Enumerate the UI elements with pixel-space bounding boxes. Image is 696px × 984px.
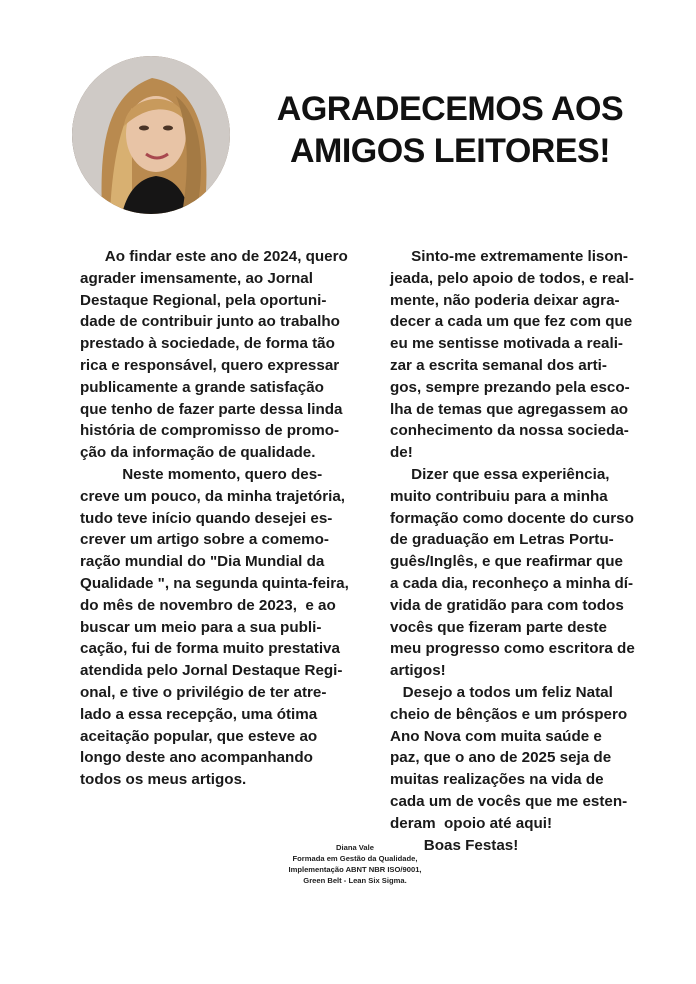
article-line: creve um pouco, da minha trajetória, (80, 487, 346, 505)
article-line: cação, fui de forma muito prestativa (80, 640, 340, 658)
article-line: guês/Inglês, e que reafirmar que (390, 553, 623, 571)
article-line: meu progresso como escritora de (390, 640, 635, 658)
article-line: Ao findar este ano de 2024, quero (80, 248, 348, 265)
article-line: buscar um meio para a sua publi- (80, 618, 322, 636)
article-line: Ano Nova com muita saúde e (390, 727, 602, 745)
signature-line: Green Belt - Lean Six Sigma. (303, 876, 407, 885)
article-line: Boas Festas! (390, 836, 519, 854)
article-line: crever um artigo sobre a comemo- (80, 531, 329, 549)
article-line: que tenho de fazer parte dessa linda (80, 400, 343, 418)
article-line: ção da informação de qualidade. (80, 444, 316, 462)
article-line: cada um de vocês que me esten- (390, 792, 628, 810)
signature-name: Diana Vale (336, 843, 374, 852)
article-line: vida de gratidão para com todos (390, 596, 624, 614)
article-line: todos os meus artigos. (80, 771, 247, 789)
article-line: muito contribuiu para a minha (390, 487, 608, 505)
author-photo-illustration (72, 56, 230, 214)
article-line: agrader imensamente, ao Jornal (80, 269, 313, 287)
article-line: história de compromisso de promo- (80, 422, 340, 440)
article-line: aceitação popular, que esteve ao (80, 727, 318, 745)
article-line: tudo teve início quando desejei es- (80, 509, 333, 527)
article-line: artigos! (390, 662, 446, 680)
article-line: paz, que o ano de 2025 seja de (390, 749, 612, 767)
article-line: ração mundial do "Dia Mundial da (80, 553, 325, 571)
article-line: do mês de novembro de 2023, e ao (80, 596, 336, 614)
article-line: lado a essa recepção, uma ótima (80, 705, 318, 723)
article-column-right (390, 246, 670, 856)
article-line: Sinto-me extremamente lison- (390, 248, 628, 265)
article-line: conhecimento da nossa socieda- (390, 422, 629, 440)
article-line: deram opoio até aqui! (390, 814, 553, 832)
signature-line: Implementação ABNT NBR ISO/9001, (288, 865, 422, 874)
article-line: eu me sentisse motivada a reali- (390, 335, 623, 353)
article-line: dade de contribuir junto ao trabalho (80, 313, 340, 331)
article-line: de! (390, 444, 413, 462)
article-line: Qualidade ", na segunda quinta-feira, (80, 574, 349, 592)
author-photo (72, 56, 230, 214)
article-line: publicamente a grande satisfação (80, 378, 324, 396)
article-line: jeada, pelo apoio de todos, e real- (390, 269, 634, 287)
title-line-1: AGRADECEMOS AOS (276, 90, 624, 128)
article-line: Desejo a todos um feliz Natal (390, 683, 613, 701)
article-line: formação como docente do curso (390, 509, 634, 527)
article-line: muitas realizações na vida de (390, 771, 604, 789)
article-line: atendida pelo Jornal Destaque Regi- (80, 662, 343, 680)
article-line: onal, e tive o privilégio de ter atre- (80, 683, 327, 701)
title-line-2: AMIGOS LEITORES! (289, 132, 611, 170)
article-line: rica e responsável, quero expressar (80, 356, 340, 374)
article-line: decer a cada um que fez com que (390, 313, 633, 331)
article-line: lha de temas que agregassem ao (390, 400, 629, 418)
page-title (240, 88, 660, 172)
article-line: prestado à sociedade, de forma tão (80, 335, 335, 353)
article-line: de graduação em Letras Portu- (390, 531, 614, 549)
article-line: Dizer que essa experiência, (390, 465, 610, 483)
article-line: cheio de bênçãos e um próspero (390, 705, 628, 723)
signature-line: Formada em Gestão da Qualidade, (292, 854, 418, 863)
article-line: zar a escrita semanal dos arti- (390, 356, 607, 374)
article-line: gos, sempre prezando pela esco- (390, 378, 630, 396)
article-line: vocês que fizeram parte deste (390, 618, 607, 636)
article-line: Destaque Regional, pela oportuni- (80, 291, 327, 309)
article-line: mente, não poderia deixar agra- (390, 291, 620, 309)
article-line: Neste momento, quero des- (80, 465, 323, 483)
article-line: longo deste ano acompanhando (80, 749, 313, 767)
author-signature (270, 842, 440, 886)
article-line: a cada dia, reconheço a minha dí- (390, 574, 634, 592)
article-column-left (80, 246, 380, 791)
